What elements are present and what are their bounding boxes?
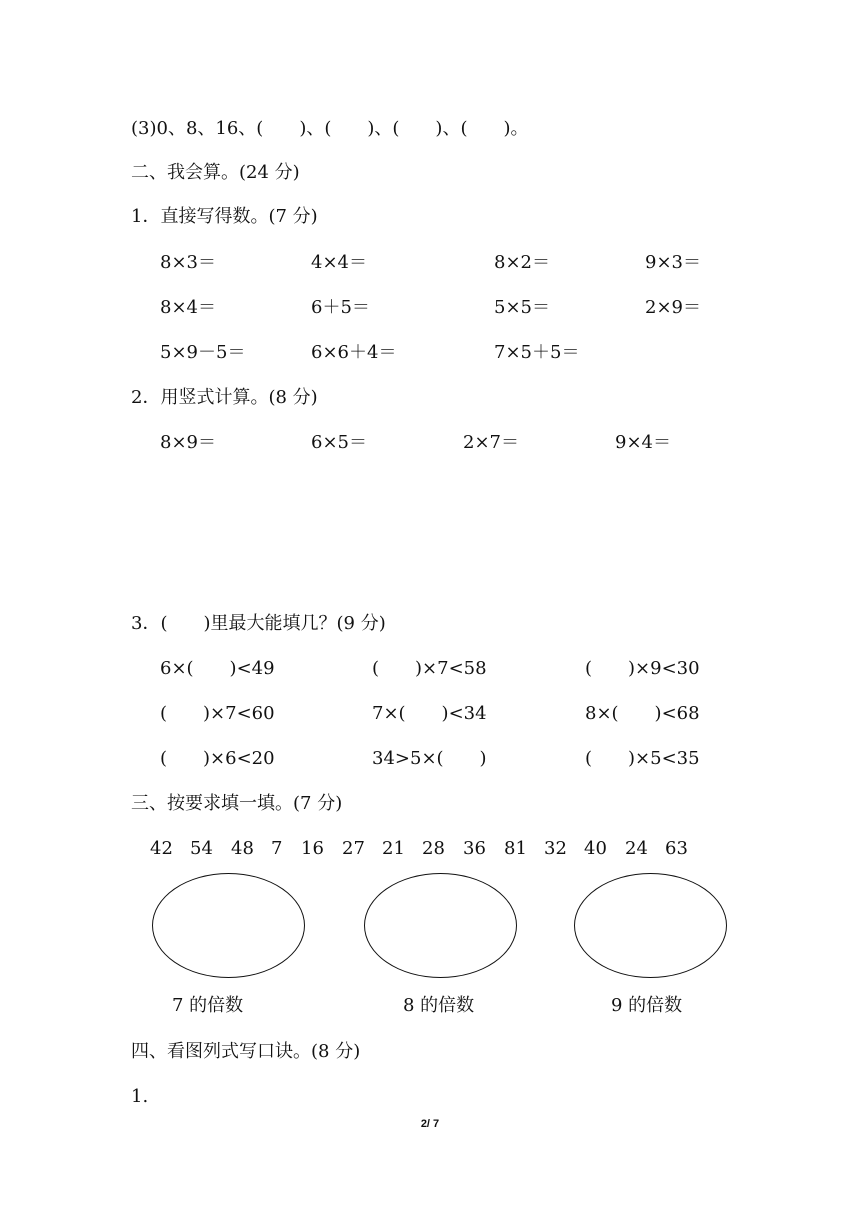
number-item: 48 bbox=[231, 838, 254, 859]
calc-item: 4×4＝ bbox=[311, 252, 367, 273]
q3-title: 3．( )里最大能填几？(9 分) bbox=[131, 613, 386, 634]
number-item: 42 bbox=[150, 838, 173, 859]
calc-item: 6＋5＝ bbox=[311, 297, 370, 318]
number-item: 28 bbox=[422, 838, 445, 859]
number-item: 40 bbox=[584, 838, 607, 859]
calc-item: 7×5＋5＝ bbox=[494, 342, 580, 363]
number-item: 63 bbox=[665, 838, 688, 859]
number-pool bbox=[0, 838, 860, 860]
calc-item: 5×5＝ bbox=[494, 297, 550, 318]
section-4-heading: 四、看图列式写口诀。(8 分) bbox=[131, 1041, 361, 1062]
inequality-item: ( )×9<30 bbox=[585, 658, 700, 679]
inequality-item: ( )×7<60 bbox=[160, 703, 275, 724]
vertical-calc-item: 9×4＝ bbox=[615, 432, 671, 453]
calc-item: 8×2＝ bbox=[494, 252, 550, 273]
page-number: 2/ 7 bbox=[420, 1118, 440, 1130]
inequality-item: 7×( )<34 bbox=[372, 703, 487, 724]
calc-item: 8×3＝ bbox=[160, 252, 216, 273]
inequality-item: ( )×5<35 bbox=[585, 748, 700, 769]
number-item: 24 bbox=[625, 838, 648, 859]
vertical-calc-item: 2×7＝ bbox=[463, 432, 519, 453]
number-item: 21 bbox=[382, 838, 405, 859]
inequality-item: ( )×7<58 bbox=[372, 658, 487, 679]
number-item: 36 bbox=[463, 838, 486, 859]
section-3-heading: 三、按要求填一填。(7 分) bbox=[131, 793, 343, 814]
number-item: 54 bbox=[190, 838, 213, 859]
section-2-heading: 二、我会算。(24 分) bbox=[131, 162, 300, 183]
number-item: 81 bbox=[504, 838, 527, 859]
calc-item: 2×9＝ bbox=[645, 297, 701, 318]
multiples-of-8-label: 8 的倍数 bbox=[403, 995, 475, 1016]
multiples-of-9-circle[interactable] bbox=[574, 873, 727, 978]
inequality-item: 6×( )<49 bbox=[160, 658, 275, 679]
number-item: 16 bbox=[301, 838, 324, 859]
number-item: 27 bbox=[342, 838, 365, 859]
multiples-of-7-label: 7 的倍数 bbox=[172, 995, 244, 1016]
q1-title: 1．直接写得数。(7 分) bbox=[131, 206, 318, 227]
calc-item: 9×3＝ bbox=[645, 252, 701, 273]
multiples-of-8-circle[interactable] bbox=[364, 873, 517, 978]
vertical-calc-item: 8×9＝ bbox=[160, 432, 216, 453]
calc-item: 8×4＝ bbox=[160, 297, 216, 318]
q2-title: 2．用竖式计算。(8 分) bbox=[131, 387, 318, 408]
inequality-item: ( )×6<20 bbox=[160, 748, 275, 769]
vertical-calc-item: 6×5＝ bbox=[311, 432, 367, 453]
number-item: 32 bbox=[544, 838, 567, 859]
calc-item: 6×6＋4＝ bbox=[311, 342, 397, 363]
inequality-item: 34>5×( ) bbox=[372, 748, 487, 769]
section-4-item-1: 1. bbox=[131, 1086, 149, 1107]
multiples-of-7-circle[interactable] bbox=[152, 873, 305, 978]
fill-sequence-item-3: (3)0、8、16、( )、( )、( )、( )。 bbox=[131, 118, 529, 139]
inequality-item: 8×( )<68 bbox=[585, 703, 700, 724]
calc-item: 5×9－5＝ bbox=[160, 342, 246, 363]
multiples-of-9-label: 9 的倍数 bbox=[611, 995, 683, 1016]
number-item: 7 bbox=[271, 838, 283, 859]
